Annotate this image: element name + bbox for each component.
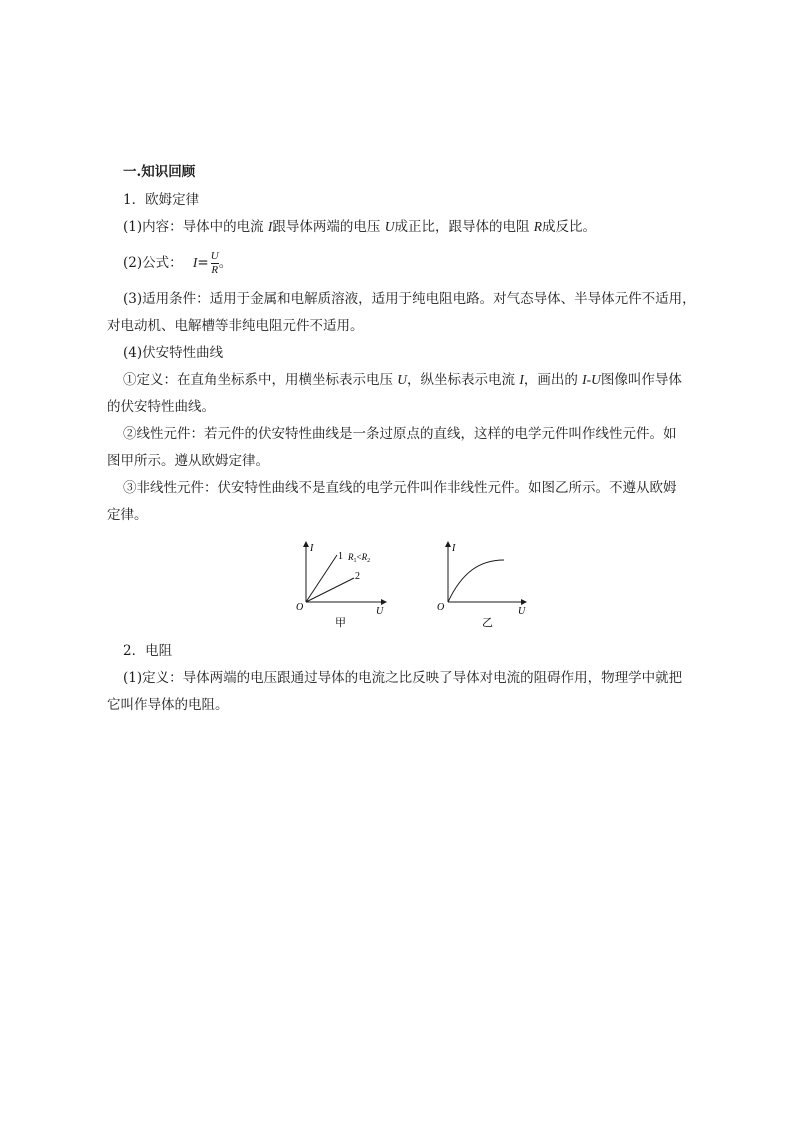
iu-curve-title: (4)伏安特性曲线: [123, 345, 224, 361]
formula-lhs: I: [192, 255, 198, 270]
jia-line-2-label: 2: [355, 571, 360, 582]
iu-definition-line-1: [123, 370, 682, 390]
formula-numerator: U: [210, 250, 219, 262]
content-text-b: 跟导体两端的电压: [272, 219, 385, 235]
applicability-line-2: 对电动机、电解槽等非纯电阻元件不适用。: [107, 318, 364, 334]
current-symbol: I: [267, 219, 273, 234]
yi-origin-label: O: [437, 602, 445, 613]
def-text-d: 图像叫作导体: [600, 372, 682, 388]
ohms-law-formula: [123, 248, 232, 278]
jia-line-1-label: 1: [338, 551, 343, 562]
formula-label: (2)公式：: [123, 255, 183, 271]
content-text-c: 成正比，跟导体的电阻: [394, 219, 534, 235]
yi-y-axis-label: I: [452, 543, 456, 554]
ohms-law-title: 1．欧姆定律: [123, 192, 200, 208]
iu-definition-line-2: 的伏安特性曲线。: [107, 399, 215, 415]
def-text-a: ①定义：在直角坐标系中，用横坐标表示电压: [123, 372, 398, 388]
content-text-a: (1)内容：导体中的电流: [123, 219, 268, 235]
figure-jia-svg: [290, 538, 400, 632]
content-text-d: 成反比。: [542, 219, 597, 235]
def-iu-symbol: I-U: [582, 372, 601, 387]
ohms-law-content: [123, 217, 596, 237]
def-text-c: ，画出的: [523, 372, 583, 388]
jia-relation-sub2: 2: [367, 558, 371, 564]
linear-element-line-1: ②线性元件：若元件的伏安特性曲线是一条过原点的直线，这样的电学元件叫作线性元件。如: [123, 426, 677, 442]
figure-jia: [290, 538, 400, 632]
jia-relation-label: [347, 552, 370, 564]
jia-relation-r2: R: [361, 552, 368, 562]
yi-curve: [448, 560, 504, 602]
formula-denominator: R: [211, 264, 219, 276]
formula-period: 。: [218, 255, 233, 271]
nonlinear-element-line-1: ③非线性元件：伏安特性曲线不是直线的电学元件叫作非线性元件。如图乙所示。不遵从欧姆: [123, 480, 677, 496]
def-current-symbol: I: [519, 372, 524, 387]
jia-origin-label: O: [296, 602, 304, 613]
jia-caption: 甲: [335, 617, 346, 629]
resistance-definition-line-2: 它叫作导体的电阻。: [107, 697, 229, 713]
jia-x-axis-label: U: [376, 606, 384, 617]
figure-yi-svg: [428, 538, 538, 632]
def-voltage-symbol: U: [397, 372, 408, 387]
linear-element-line-2: 图甲所示。遵从欧姆定律。: [107, 453, 269, 469]
def-text-b: ，纵坐标表示电流: [407, 372, 520, 388]
figure-yi: [428, 538, 538, 632]
jia-relation-sub1: 1: [353, 558, 357, 564]
yi-caption: 乙: [482, 617, 493, 629]
formula-equals: =: [197, 255, 209, 271]
yi-x-axis-label: U: [518, 606, 526, 617]
jia-y-axis-label: I: [310, 543, 314, 554]
voltage-symbol: U: [384, 219, 395, 234]
resistance-title: 2．电阻: [123, 643, 173, 659]
section-heading: 一.知识回顾: [123, 164, 196, 180]
jia-line-1: [306, 555, 337, 602]
nonlinear-element-line-2: 定律。: [107, 507, 148, 523]
resistance-definition-line-1: (1)定义：导体两端的电压跟通过导体的电流之比反映了导体对电流的阻碍作用，物理学中就把: [123, 670, 683, 686]
jia-relation-r1: R: [348, 552, 354, 562]
formula-fraction: [211, 251, 219, 276]
jia-relation-lt: <: [356, 552, 362, 562]
applicability-line-1: (3)适用条件：适用于金属和电解质溶液，适用于纯电阻电路。对气态导体、半导体元件不适用，: [123, 291, 696, 307]
resistance-symbol: R: [533, 219, 543, 234]
jia-line-2: [306, 578, 354, 602]
